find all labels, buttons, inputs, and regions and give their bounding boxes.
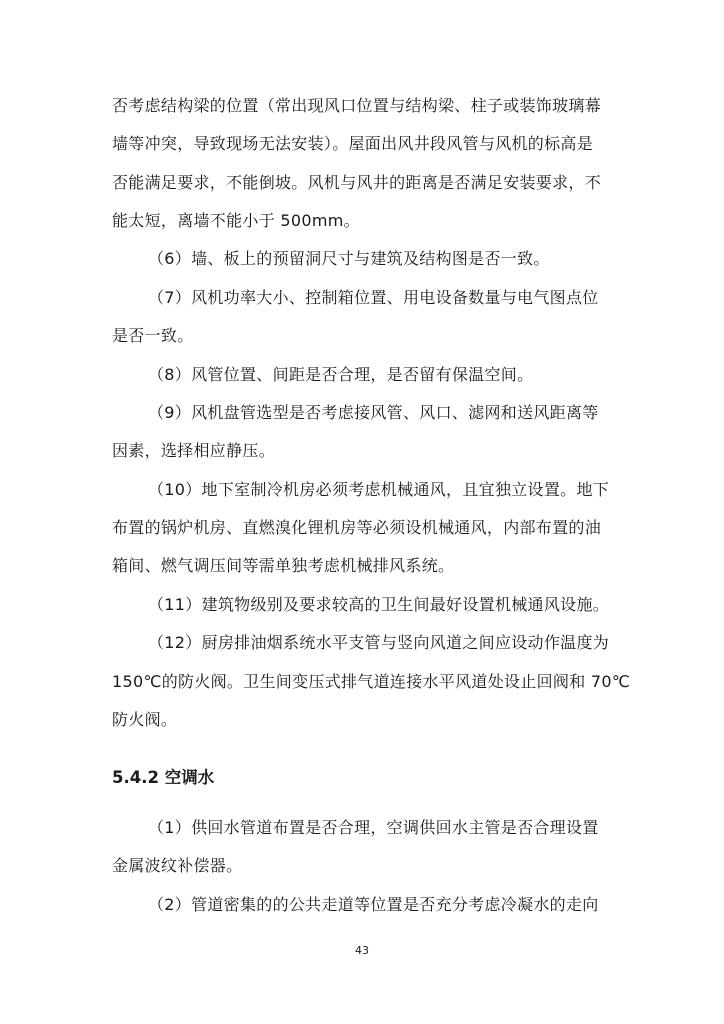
text-line: 150℃的防火阀。卫生间变压式排气道连接水平风道处设止回阀和 70℃: [112, 672, 631, 691]
text-line: （9）风机盘管选型是否考虑接风管、风口、滤网和送风距离等: [148, 403, 599, 422]
text-line: （2）管道密集的的公共走道等位置是否充分考虑冷凝水的走向: [148, 895, 599, 914]
text-line: （6）墙、板上的预留洞尺寸与建筑及结构图是否一致。: [148, 249, 550, 268]
text-line: 否考虑结构梁的位置（常出现风口位置与结构梁、柱子或装饰玻璃幕: [112, 96, 602, 115]
text-line: 因素，选择相应静压。: [112, 441, 276, 460]
text-line: 金属波纹补偿器。: [112, 856, 243, 875]
text-line: （11）建筑物级别及要求较高的卫生间最好设置机械通风设施。: [148, 595, 610, 614]
text-line: （8）风管位置、间距是否合理，是否留有保温空间。: [148, 365, 534, 384]
text-line: 箱间、燃气调压间等需单独考虑机械排风系统。: [112, 556, 455, 575]
page-number: 43: [355, 944, 369, 957]
text-line: 能太短，离墙不能小于 500mm。: [112, 211, 360, 230]
text-line: 墙等冲突，导致现场无法安装）。屋面出风井段风管与风机的标高是: [112, 134, 594, 153]
text-line: 布置的锅炉机房、直燃溴化锂机房等必须设机械通风，内部布置的油: [112, 518, 602, 537]
text-line: 否能满足要求，不能倒坡。风机与风井的距离是否满足安装要求，不: [112, 173, 602, 192]
text-line: （12）厨房排油烟系统水平支管与竖向风道之间应设动作温度为: [148, 633, 610, 652]
text-line: （1）供回水管道布置是否合理，空调供回水主管是否合理设置: [148, 818, 599, 837]
section-heading: 5.4.2 空调水: [112, 768, 215, 787]
text-line: 防火阀。: [112, 710, 178, 729]
text-line: （10）地下室制冷机房必须考虑机械通风，且宜独立设置。地下: [148, 480, 610, 499]
text-line: （7）风机功率大小、控制箱位置、用电设备数量与电气图点位: [148, 288, 599, 307]
text-line: 是否一致。: [112, 326, 194, 345]
